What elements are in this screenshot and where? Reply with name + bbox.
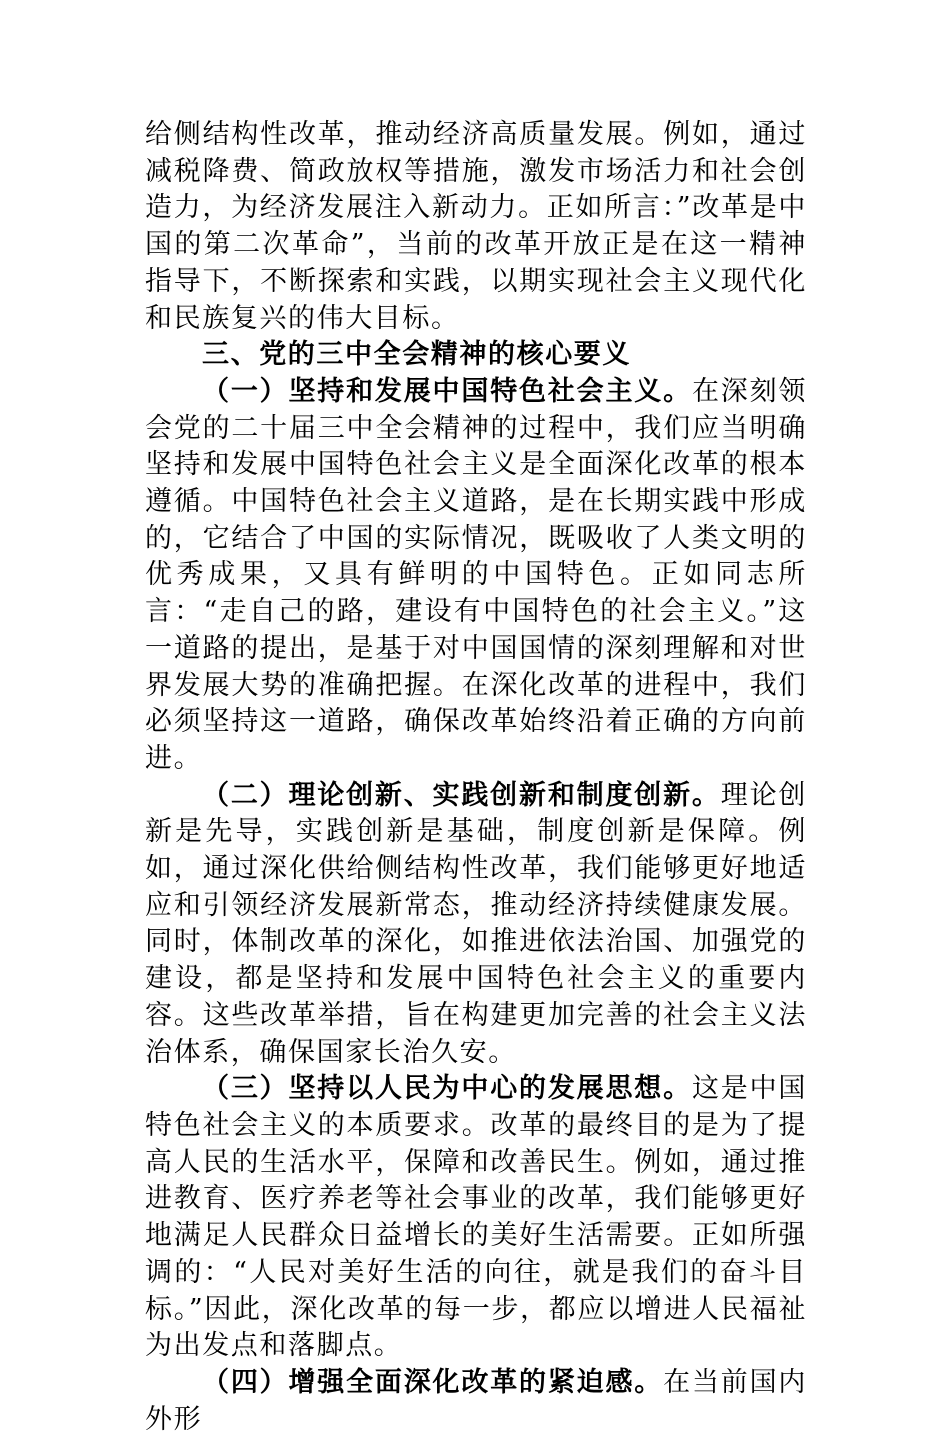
- paragraph-3-body: 这是中国特色社会主义的本质要求。改革的最终目的是为了提高人民的生活水平，保障和改善民生。例如，通过推进教育、医疗养老等社会事业的改革，我们能够更好地满足人民群众日益增长的美好生活需要。正如所强调的：“人民对美好生活的向往，就是我们的奋斗目标。”因此，深化改革的每一步，都应以增进人民福祉为出发点和落脚点。: [145, 1073, 807, 1362]
- paragraph-4-body: 在当前国内外形: [145, 1366, 808, 1435]
- paragraph-2-lead: （二）理论创新、实践创新和制度创新。: [202, 779, 721, 811]
- section-heading: 三、党的三中全会精神的核心要义: [202, 339, 631, 371]
- paragraph-1-lead: （一）坚持和发展中国特色社会主义。: [202, 375, 692, 407]
- paragraph-3-lead: （三）坚持以人民为中心的发展思想。: [202, 1073, 692, 1105]
- paragraph-2: [145, 778, 807, 1072]
- continuation-paragraph: 给侧结构性改革，推动经济高质量发展。例如，通过减税降费、简政放权等措施，激发市场活力和社会创造力，为经济发展注入新动力。正如所言：”改革是中国的第二次革命”，当前的改革开放正是在这一精神指导下，不断探索和实践，以期实现社会主义现代化和民族复兴的伟大目标。: [145, 119, 807, 334]
- paragraph-1-body: 在深刻领会党的二十届三中全会精神的过程中，我们应当明确坚持和发展中国特色社会主义是全面深化改革的根本遵循。中国特色社会主义道路，是在长期实践中形成的，它结合了中国的实际情况，既吸收了人类文明的优秀成果，又具有鲜明的中国特色。正如同志所言：“走自己的路，建设有中国特色的社会主义。”这一道路的提出，是基于对中国国情的深刻理解和对世界发展大势的准确把握。在深化改革的进程中，我们必须坚持这一道路，确保改革始终沿着正确的方向前进。: [145, 375, 807, 774]
- document-page: [145, 117, 807, 1438]
- paragraph-2-body: 理论创新是先导，实践创新是基础，制度创新是保障。例如，通过深化供给侧结构性改革，我们能够更好地适应和引领经济发展新常态，推动经济持续健康发展。同时，体制改革的深化，如推进依法治国、加强党的建设，都是坚持和发展中国特色社会主义的重要内容。这些改革举措，旨在构建更加完善的社会主义法治体系，确保国家长治久安。: [145, 779, 807, 1068]
- paragraph-3: [145, 1071, 807, 1365]
- paragraph-4-lead: （四）增强全面深化改革的紧迫感。: [202, 1366, 664, 1398]
- paragraph-1: [145, 374, 807, 778]
- paragraph-4: [145, 1365, 807, 1438]
